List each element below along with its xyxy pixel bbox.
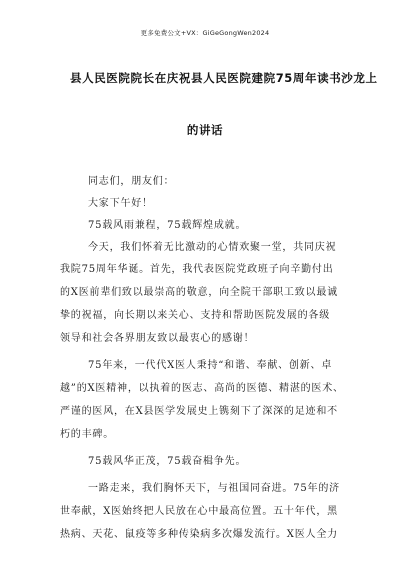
body-line: 挚的祝福，向长期以来关心、支持和帮助医院发展的各级: [60, 310, 330, 321]
body-line: 越”的X医精神，以执着的医志、高尚的医德、精湛的医术、: [60, 383, 344, 394]
body-line: 75载风雨兼程，75载辉煌成就。: [88, 220, 247, 231]
body-line: 领导和社会各界朋友致以最衷心的感谢！: [60, 333, 255, 344]
body-line: 我院75周年华诞。首先，我代表医院党政班子向辛勤付出: [60, 264, 334, 275]
body-line: 今天，我们怀着无比激动的心情欢聚一堂，共同庆祝: [88, 242, 337, 253]
document-title-line-1: 县人民医院院长在庆祝县人民医院建院75周年读书沙龙上: [70, 71, 378, 85]
body-line: 严谨的医风，在X县医学发展史上镌刻下了深深的足迹和不: [60, 406, 338, 417]
body-line: 一路走来，我们胸怀天下，与祖国同奋进。75年的济: [88, 483, 340, 494]
header-note: 更多免费公文+VX：GiGeGongWen2024: [140, 29, 270, 37]
body-line: 的X医前辈们致以最崇高的敬意，向全院干部职工致以最诚: [60, 287, 338, 298]
body-line: 朽的丰碑。: [60, 429, 114, 440]
body-line: 热病、天花、鼠疫等多种传染病多次爆发流行。X医人全力: [60, 529, 338, 540]
document-title-line-2: 的讲话: [186, 123, 224, 137]
body-line: 75载风华正茂，75载奋楫争先。: [88, 456, 247, 467]
body-line: 同志们，朋友们：: [88, 176, 175, 187]
body-line: 75年来，一代代X医人秉持“和谐、奉献、创新、卓: [88, 360, 333, 371]
body-line: 世奉献，X医始终把人民放在心中最高位置。五十年代，黑: [60, 506, 338, 517]
body-line: 大家下午好！: [88, 198, 153, 209]
